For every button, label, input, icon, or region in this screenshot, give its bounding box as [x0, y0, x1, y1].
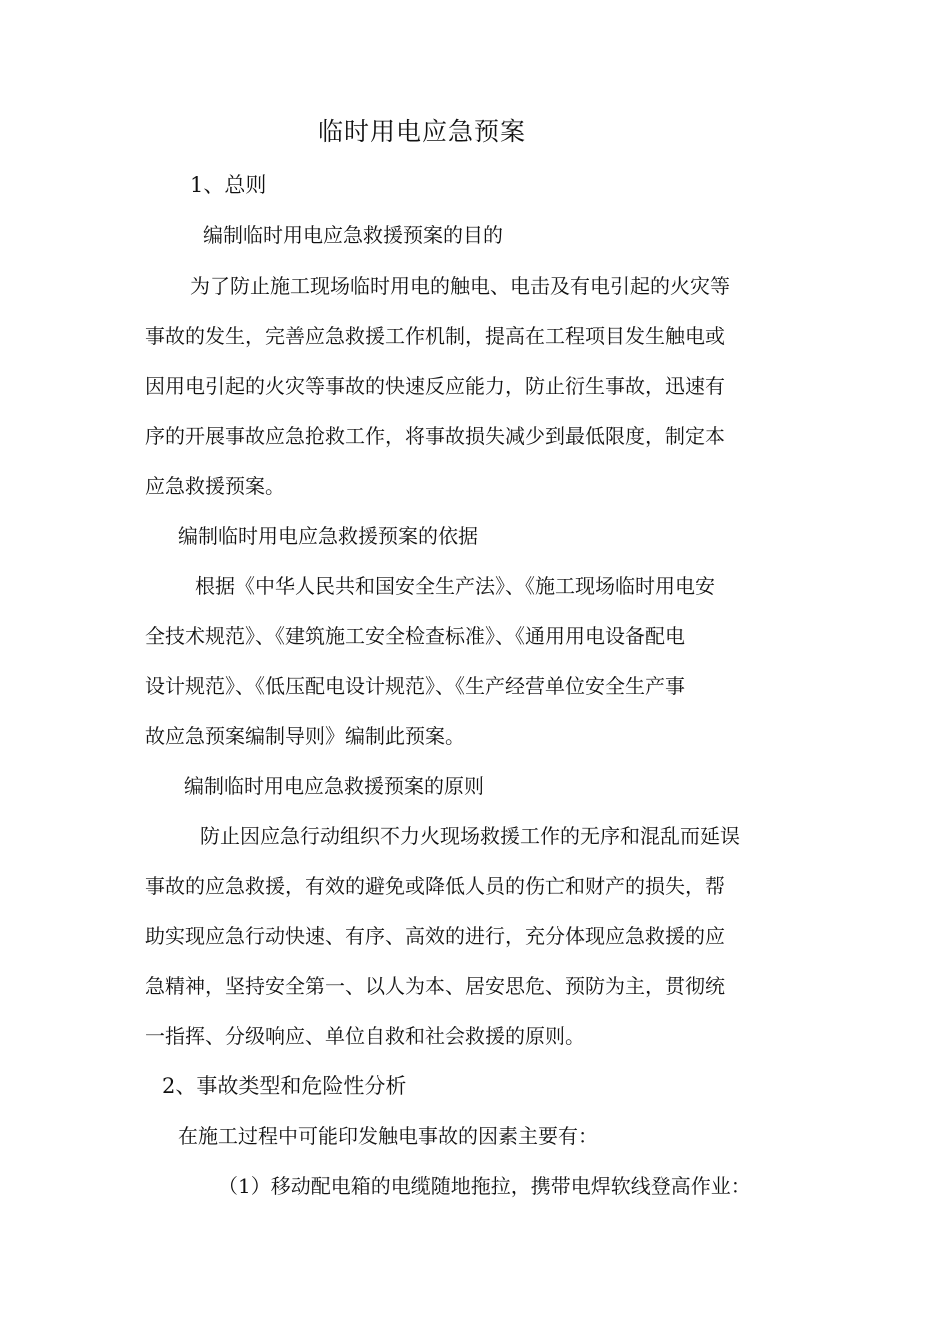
paragraph-line: 故应急预案编制导则》编制此预案。 [145, 724, 465, 748]
document-title: 临时用电应急预案 [318, 117, 527, 146]
paragraph-line: 因用电引起的火灾等事故的快速反应能力，防止衍生事故，迅速有 [145, 374, 725, 398]
subheading-purpose: 编制临时用电应急救援预案的目的 [203, 223, 503, 247]
list-item: （1）移动配电箱的电缆随地拖拉，携带电焊软线登高作业： [218, 1174, 751, 1198]
paragraph-line: 助实现应急行动快速、有序、高效的进行，充分体现应急救援的应 [145, 924, 725, 948]
paragraph-line: 防止因应急行动组织不力火现场救援工作的无序和混乱而延误 [200, 824, 740, 848]
paragraph-line: 事故的应急救援，有效的避免或降低人员的伤亡和财产的损失，帮 [145, 874, 725, 898]
paragraph-line: 急精神，坚持安全第一、以人为本、居安思危、预防为主，贯彻统 [145, 974, 725, 998]
paragraph-line: 一指挥、分级响应、单位自救和社会救援的原则。 [145, 1024, 585, 1048]
section-heading-accident-types: 2、事故类型和危险性分析 [162, 1074, 407, 1098]
paragraph-line: 为了防止施工现场临时用电的触电、电击及有电引起的火灾等 [190, 274, 730, 298]
paragraph-line: 在施工过程中可能印发触电事故的因素主要有： [178, 1124, 598, 1148]
paragraph-line: 根据《中华人民共和国安全生产法》、《施工现场临时用电安 [195, 574, 715, 598]
subheading-basis: 编制临时用电应急救援预案的依据 [178, 524, 478, 548]
paragraph-line: 事故的发生，完善应急救援工作机制，提高在工程项目发生触电或 [145, 324, 725, 348]
subheading-principle: 编制临时用电应急救援预案的原则 [184, 774, 484, 798]
section-heading-general: 1、总则 [190, 173, 267, 197]
paragraph-line: 设计规范》、《低压配电设计规范》、《生产经营单位安全生产事 [145, 674, 685, 698]
paragraph-line: 序的开展事故应急抢救工作，将事故损失减少到最低限度，制定本 [145, 424, 725, 448]
paragraph-line: 全技术规范》、《建筑施工安全检查标准》、《通用用电设备配电 [145, 624, 685, 648]
paragraph-line: 应急救援预案。 [145, 474, 285, 498]
